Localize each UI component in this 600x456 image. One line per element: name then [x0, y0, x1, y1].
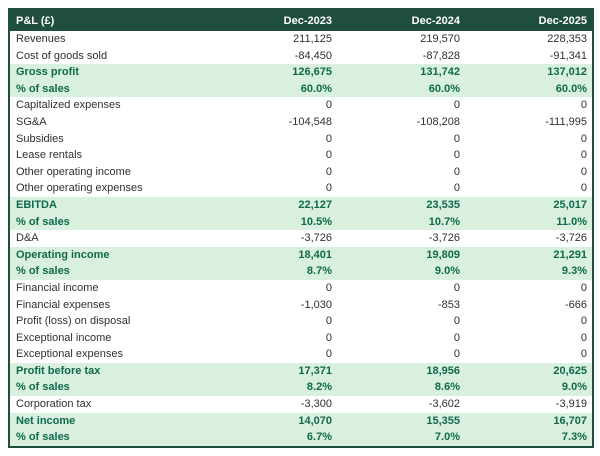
row-label: Capitalized expenses	[16, 99, 121, 112]
cell-value: 8.7%	[209, 263, 337, 280]
table-row	[9, 247, 593, 264]
cell-value: 23,535	[337, 197, 465, 214]
cell-value: 60.0%	[465, 81, 593, 98]
row-label: Profit before tax	[9, 363, 209, 380]
row-label: Profit (loss) on disposal	[16, 315, 131, 328]
cell-value: 0	[453, 99, 460, 112]
row-label: Revenues	[16, 33, 66, 45]
cell-value: -3,919	[555, 398, 587, 411]
header-row	[9, 9, 593, 31]
row-label: % of sales	[9, 379, 209, 396]
cell-value: 126,675	[209, 64, 337, 81]
table-row	[9, 81, 593, 98]
cell-value: -108,208	[416, 115, 460, 128]
cell-value: 0	[453, 281, 460, 294]
cell-value: -84,450	[294, 49, 332, 62]
cell-value: 0	[453, 331, 460, 344]
table-row	[9, 97, 593, 114]
table-row	[9, 429, 593, 447]
column-header-dec-2025: Dec-2025	[465, 9, 593, 31]
table-row	[9, 330, 593, 347]
row-label: D&A	[16, 232, 39, 245]
cell-value: 0	[580, 348, 587, 361]
row-label: % of sales	[9, 81, 209, 98]
table-body	[9, 31, 593, 447]
pnl-table	[8, 8, 594, 448]
cell-value: 7.3%	[465, 429, 593, 447]
cell-value: 60.0%	[337, 81, 465, 98]
cell-value: 60.0%	[209, 81, 337, 98]
table-row	[9, 48, 593, 65]
table-row	[9, 263, 593, 280]
row-label: % of sales	[9, 263, 209, 280]
row-label: Other operating expenses	[16, 182, 143, 195]
cell-value: 0	[325, 182, 332, 195]
table-row	[9, 230, 593, 247]
cell-value: 0	[325, 331, 332, 344]
row-label: Subsidies	[16, 132, 64, 145]
cell-value: 0	[580, 331, 587, 344]
row-label: EBITDA	[9, 197, 209, 214]
row-label: Other operating income	[16, 165, 131, 178]
row-label: Financial expenses	[16, 298, 111, 311]
table-row	[9, 313, 593, 330]
cell-value: -111,995	[545, 115, 587, 128]
table-row	[9, 64, 593, 81]
cell-value: 0	[325, 165, 332, 178]
table-row	[9, 31, 593, 48]
row-label: Corporation tax	[16, 398, 92, 411]
cell-value: 0	[325, 281, 332, 294]
cell-value: -3,300	[300, 398, 332, 411]
table-row	[9, 379, 593, 396]
row-label: Exceptional income	[16, 331, 112, 344]
cell-value: -87,828	[422, 49, 460, 62]
cell-value: 9.0%	[337, 263, 465, 280]
cell-value: 22,127	[209, 197, 337, 214]
cell-value: 0	[453, 182, 460, 195]
cell-value: 8.2%	[209, 379, 337, 396]
cell-value: -3,726	[300, 232, 332, 245]
cell-value: 18,401	[209, 247, 337, 264]
row-label: Gross profit	[9, 64, 209, 81]
cell-value: 0	[453, 348, 460, 361]
cell-value: 0	[580, 165, 587, 178]
table-row	[9, 280, 593, 297]
cell-value: 0	[453, 165, 460, 178]
row-label: Financial income	[16, 281, 99, 294]
cell-value: 15,355	[337, 413, 465, 430]
table-title: P&L (£)	[9, 9, 209, 31]
cell-value: 0	[580, 99, 587, 112]
cell-value: 10.5%	[209, 214, 337, 231]
cell-value: -666	[564, 298, 587, 311]
cell-value: 0	[325, 348, 332, 361]
cell-value: 228,353	[547, 33, 587, 45]
cell-value: 10.7%	[337, 214, 465, 231]
table-row	[9, 413, 593, 430]
cell-value: -3,726	[555, 232, 587, 245]
cell-value: 11.0%	[465, 214, 593, 231]
cell-value: 0	[453, 149, 460, 162]
cell-value: -91,341	[549, 49, 587, 62]
cell-value: 20,625	[465, 363, 593, 380]
cell-value: 0	[325, 132, 332, 145]
table-row	[9, 147, 593, 164]
row-label: Net income	[9, 413, 209, 430]
cell-value: 0	[580, 149, 587, 162]
column-header-dec-2023: Dec-2023	[209, 9, 337, 31]
cell-value: 16,707	[465, 413, 593, 430]
table-header	[9, 9, 593, 31]
cell-value: 0	[453, 315, 460, 328]
cell-value: 7.0%	[337, 429, 465, 447]
cell-value: 0	[580, 182, 587, 195]
cell-value: 211,125	[293, 33, 332, 45]
column-header-dec-2024: Dec-2024	[337, 9, 465, 31]
table-row	[9, 164, 593, 181]
cell-value: 137,012	[465, 64, 593, 81]
table-row	[9, 346, 593, 363]
row-label: Lease rentals	[16, 149, 83, 162]
row-label: Cost of goods sold	[16, 49, 108, 62]
row-label: Operating income	[9, 247, 209, 264]
cell-value: -853	[437, 298, 460, 311]
table-row	[9, 297, 593, 314]
table-row	[9, 131, 593, 148]
cell-value: -3,602	[428, 398, 460, 411]
table-row	[9, 197, 593, 214]
cell-value: -1,030	[300, 298, 332, 311]
cell-value: 0	[580, 315, 587, 328]
cell-value: 17,371	[209, 363, 337, 380]
cell-value: 6.7%	[209, 429, 337, 447]
cell-value: 0	[325, 99, 332, 112]
cell-value: 0	[580, 281, 587, 294]
cell-value: 14,070	[209, 413, 337, 430]
table-row	[9, 363, 593, 380]
table-row	[9, 180, 593, 197]
cell-value: -104,548	[288, 115, 332, 128]
cell-value: 0	[325, 315, 332, 328]
cell-value: 0	[325, 149, 332, 162]
cell-value: 18,956	[337, 363, 465, 380]
cell-value: 8.6%	[337, 379, 465, 396]
table-row	[9, 396, 593, 413]
cell-value: 0	[453, 132, 460, 145]
cell-value: -3,726	[428, 232, 460, 245]
cell-value: 19,809	[337, 247, 465, 264]
row-label: % of sales	[9, 429, 209, 447]
table-row	[9, 114, 593, 131]
table-row	[9, 214, 593, 231]
cell-value: 131,742	[337, 64, 465, 81]
row-label: % of sales	[9, 214, 209, 231]
cell-value: 0	[580, 132, 587, 145]
cell-value: 9.3%	[465, 263, 593, 280]
row-label: Exceptional expenses	[16, 348, 124, 361]
cell-value: 219,570	[420, 33, 460, 45]
cell-value: 25,017	[465, 197, 593, 214]
cell-value: 21,291	[465, 247, 593, 264]
row-label: SG&A	[16, 115, 47, 128]
cell-value: 9.0%	[465, 379, 593, 396]
